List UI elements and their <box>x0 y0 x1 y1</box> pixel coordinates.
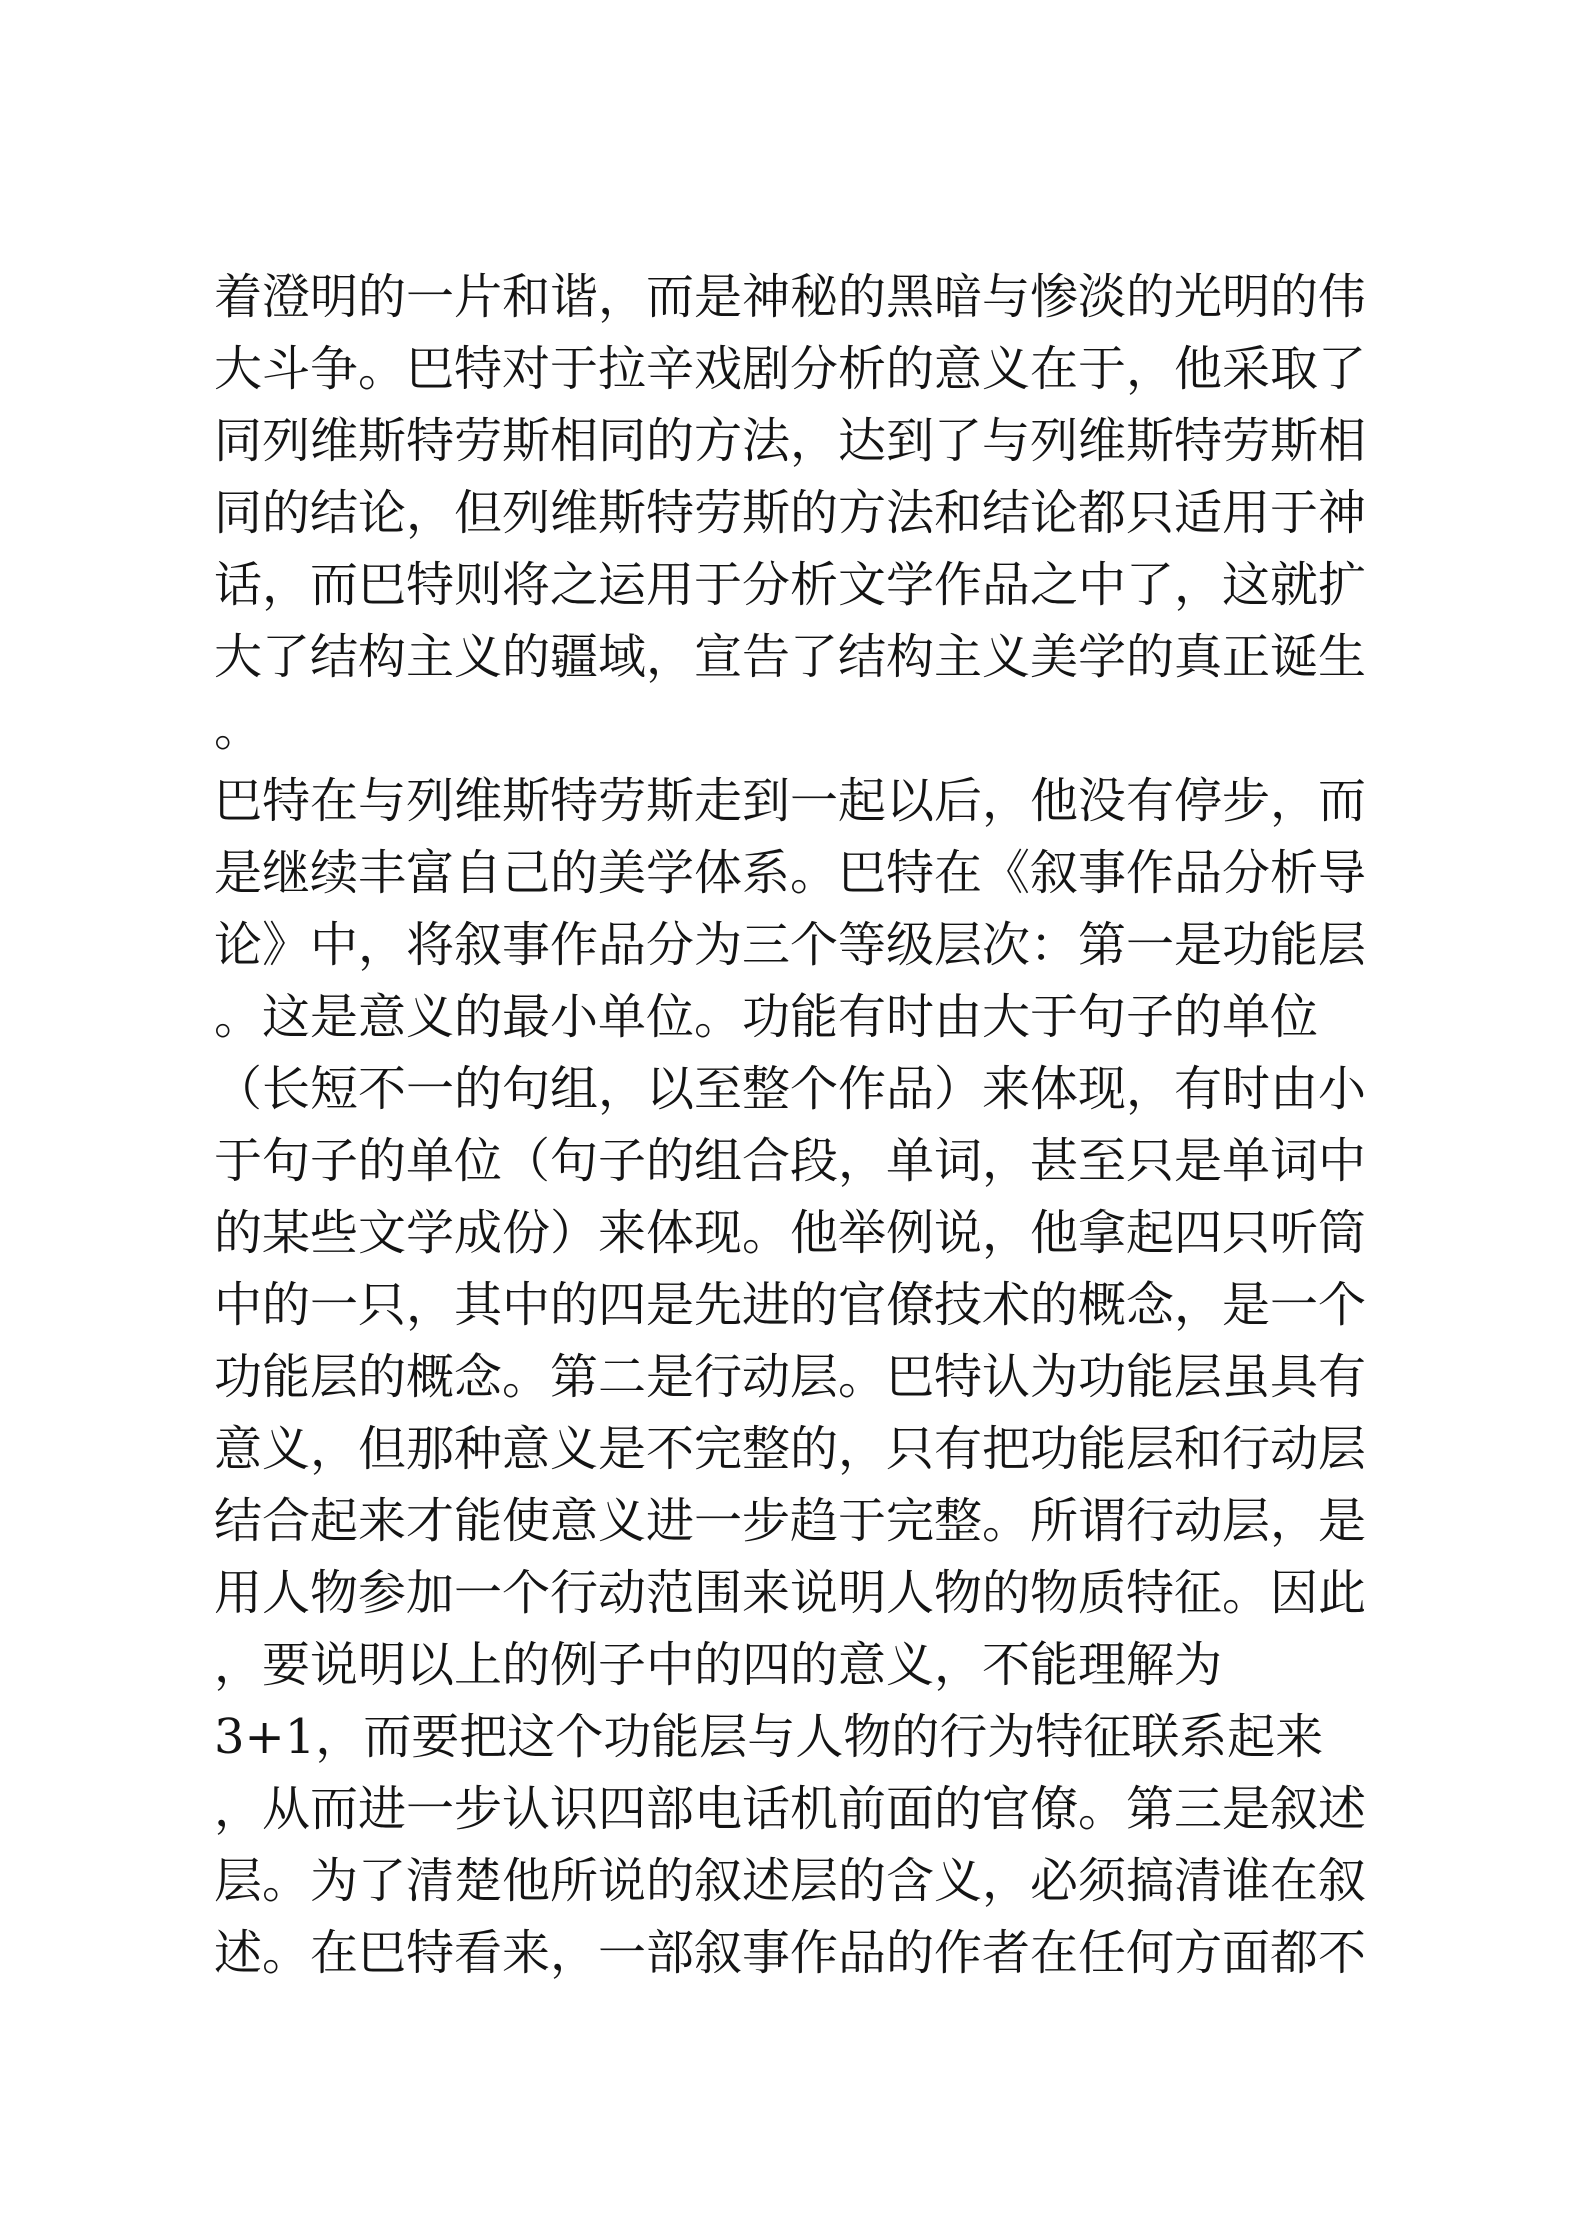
body-text <box>214 261 1394 1989</box>
text-line: 用人物参加一个行动范围来说明人物的物质特征。因此 <box>214 1565 1367 1621</box>
text-line: 话，而巴特则将之运用于分析文学作品之中了，这就扩 <box>214 557 1367 613</box>
text-line: 中的一只，其中的四是先进的官僚技术的概念，是一个 <box>214 1277 1367 1333</box>
text-line: 的某些文学成份）来体现。他举例说，他拿起四只听筒 <box>214 1205 1367 1261</box>
text-line: 同的结论，但列维斯特劳斯的方法和结论都只适用于神 <box>214 485 1367 541</box>
text-line: 。这是意义的最小单位。功能有时由大于句子的单位 <box>214 989 1319 1045</box>
text-line: 结合起来才能使意义进一步趋于完整。所谓行动层，是 <box>214 1493 1367 1549</box>
text-line: 层。为了清楚他所说的叙述层的含义，必须搞清谁在叙 <box>214 1853 1367 1909</box>
text-line: ，要说明以上的例子中的四的意义，不能理解为 <box>214 1637 1223 1693</box>
text-line: 于句子的单位（句子的组合段，单词，甚至只是单词中 <box>214 1133 1367 1189</box>
text-line: 论》中，将叙事作品分为三个等级层次：第一是功能层 <box>214 917 1367 973</box>
paragraph-1 <box>214 261 1394 765</box>
text-line: ，从而进一步认识四部电话机前面的官僚。第三是叙述 <box>214 1781 1367 1837</box>
text-line: 是继续丰富自己的美学体系。巴特在《叙事作品分析导 <box>214 845 1367 901</box>
text-line: 意义，但那种意义是不完整的，只有把功能层和行动层 <box>214 1421 1367 1477</box>
text-line: 着澄明的一片和谐，而是神秘的黑暗与惨淡的光明的伟 <box>214 269 1367 325</box>
text-line: 大了结构主义的疆域，宣告了结构主义美学的真正诞生 <box>214 629 1367 685</box>
text-line: 巴特在与列维斯特劳斯走到一起以后，他没有停步，而 <box>214 773 1367 829</box>
text-line: 功能层的概念。第二是行动层。巴特认为功能层虽具有 <box>214 1349 1367 1405</box>
text-line: （长短不一的句组，以至整个作品）来体现，有时由小 <box>214 1061 1367 1117</box>
text-line: 大斗争。巴特对于拉辛戏剧分析的意义在于，他采取了 <box>214 341 1367 397</box>
text-line: 述。在巴特看来，一部叙事作品的作者在任何方面都不 <box>214 1925 1367 1981</box>
text-line: 同列维斯特劳斯相同的方法，达到了与列维斯特劳斯相 <box>214 413 1367 469</box>
text-line: 。 <box>214 701 263 757</box>
paragraph-2 <box>214 765 1394 1989</box>
text-line: 3+1，而要把这个功能层与人物的行为特征联系起来 <box>214 1709 1324 1765</box>
